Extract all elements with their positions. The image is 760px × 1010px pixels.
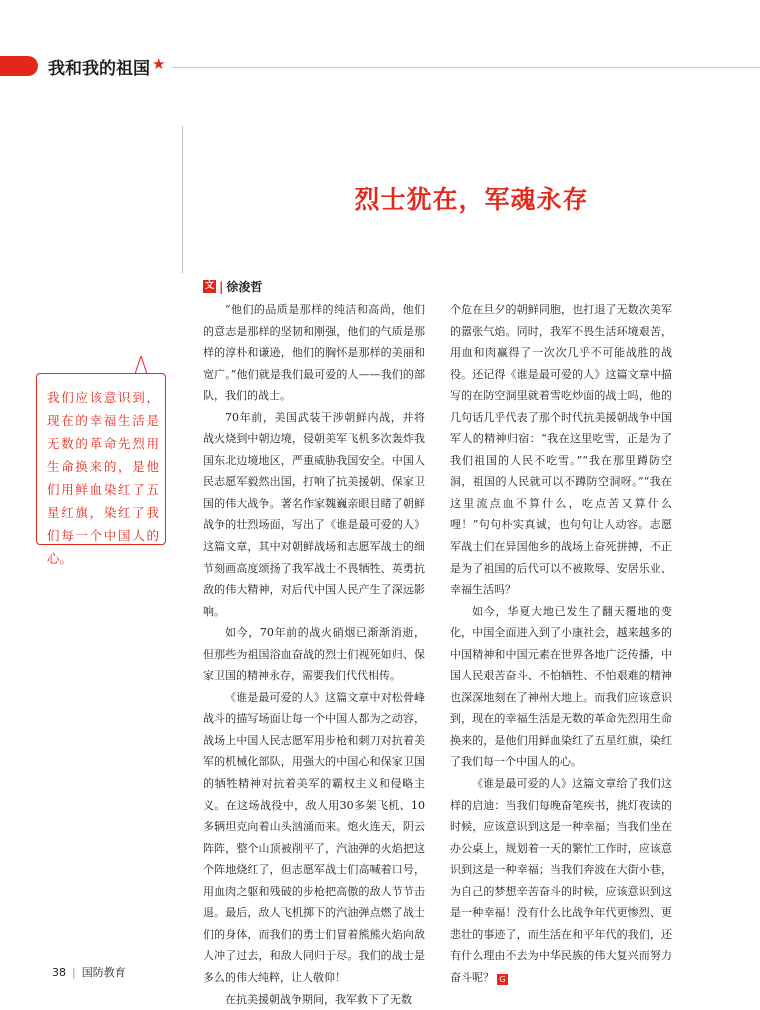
paragraph: 个危在旦夕的朝鲜同胞，也打退了无数次美军的嚣张气焰。同时，我军不畏生活环境艰苦，用血和肉赢得了一次次几乎不可能战胜的战役。还记得《谁是最可爱的人》这篇文章中描写的在防空洞里就着雪吃炒面的战士吗，他的几句话几乎代表了那个时代抗美援朝战争中国军人的精神归宿：“我在这里吃雪，正是为了我们祖国的人民不吃雪。”“我在那里蹲防空洞，祖国的人民就可以不蹲防空洞呀。”“我在这里流点血不算什么，吃点苦又算什么哩！”句句朴实真诚，也句句让人动容。志愿军战士们在异国他乡的战场上奋死拼搏，不正是为了祖国的后代可以不被欺辱、安居乐业、幸福生活吗？ — [450, 299, 672, 601]
paragraph: 《谁是最可爱的人》这篇文章中对松骨峰战斗的描写场面让每一个中国人都为之动容，战场上中国人民志愿军用步枪和刺刀对抗着美军的机械化部队，用强大的中国心和保家卫国的牺牲精神对抗着美军的霸权主义和侵略主义。在这场战役中，敌人用30多架飞机、10多辆坦克向着山头汹涌而来。炮火连天，阴云阵阵，整个山顶被削平了，汽油弹的火焰把这个阵地烧红了，但志愿军战士们高喊着口号，用血肉之躯和残破的步枪把高傲的敌人节节击退。最后，敌人飞机掷下的汽油弹点燃了战士们的身体，而我们的勇士们冒着熊熊火焰向敌人冲了过去，和敌人同归于尽。我们的战士是多么的伟大纯粹，让人敬仰！ — [203, 687, 425, 989]
pullquote-text: 我们应该意识到，现在的幸福生活是无数的革命先烈用生命换来的，是他们用鲜血染红了五星红旗，染红了我们每一个中国人的心。 — [47, 386, 159, 570]
paragraph-text: 《谁是最可爱的人》这篇文章给了我们这样的启迪：当我们每晚奋笔疾书，挑灯夜读的时候，应该意识到这是一种幸福；当我们坐在办公桌上，规划着一天的繁忙工作时，应该意识到这是一种幸福；当我们奔波在大街小巷，为自己的梦想辛苦奋斗的时候，应该意识到这是一种幸福！没有什么比战争年代更惨烈、更悲壮的事迹了，而生活在和平年代的我们，还有什么理由不去为中华民族的伟大复兴而努力奋斗呢？ — [450, 777, 672, 984]
footer-separator: | — [72, 966, 76, 979]
header-accent-bar — [0, 56, 38, 76]
pullquote-box — [36, 373, 166, 545]
paragraph: 在抗美援朝战争期间，我军救下了无数 — [203, 989, 425, 1010]
page-footer — [52, 964, 126, 980]
byline — [203, 278, 262, 295]
section-title: 我和我的祖国 — [48, 54, 150, 79]
right-column — [450, 299, 672, 989]
header-divider — [172, 67, 760, 68]
paragraph: 如今，华夏大地已发生了翻天覆地的变化，中国全面进入到了小康社会，越来越多的中国精神和中国元素在世界各地广泛传播，中国人民艰苦奋斗、不怕牺牲、不怕艰难的精神也深深地刻在了神州大地上。而我们应该意识到，现在的幸福生活是无数的革命先烈用生命换来的，是他们用鲜血染红了五星红旗，染红了我们每一个中国人的心。 — [450, 601, 672, 773]
paragraph — [450, 773, 672, 988]
end-mark-icon: G — [497, 974, 508, 985]
magazine-name: 国防教育 — [82, 966, 126, 979]
byline-separator: | — [219, 280, 223, 294]
paragraph: “他们的品质是那样的纯洁和高尚，他们的意志是那样的坚韧和刚强，他们的气质是那样的淳朴和谦逊，他们的胸怀是那样的美丽和宽广。”他们就是我们最可爱的人——我们的部队，我们的战士。 — [203, 299, 425, 407]
paragraph: 70年前，美国武装干涉朝鲜内战，并将战火烧到中朝边境，侵朝美军飞机多次轰炸我国东北边境地区，严重威胁我国安全。中国人民志愿军毅然出国，打响了抗美援朝、保家卫国的伟大战争。著名作家魏巍亲眼目睹了朝鲜战争的壮烈场面，写出了《谁是最可爱的人》这篇文章，其中对朝鲜战场和志愿军战士的细节刻画高度颂扬了我军战士不畏牺牲、英勇抗敌的伟大精神，对后代中国人民产生了深远影响。 — [203, 407, 425, 622]
star-icon: ★ — [152, 55, 165, 73]
paragraph: 如今，70年前的战火硝烟已渐渐消逝，但那些为祖国浴血奋战的烈士们视死如归、保家卫国的精神永存，需要我们代代相传。 — [203, 622, 425, 687]
byline-tag: 文 — [203, 280, 216, 293]
article-title: 烈士犹在，军魂永存 — [183, 180, 760, 216]
pullquote-pointer — [135, 356, 147, 374]
author-name: 徐浚哲 — [226, 278, 262, 295]
left-column — [203, 299, 425, 1010]
page-number: 38 — [52, 966, 66, 979]
